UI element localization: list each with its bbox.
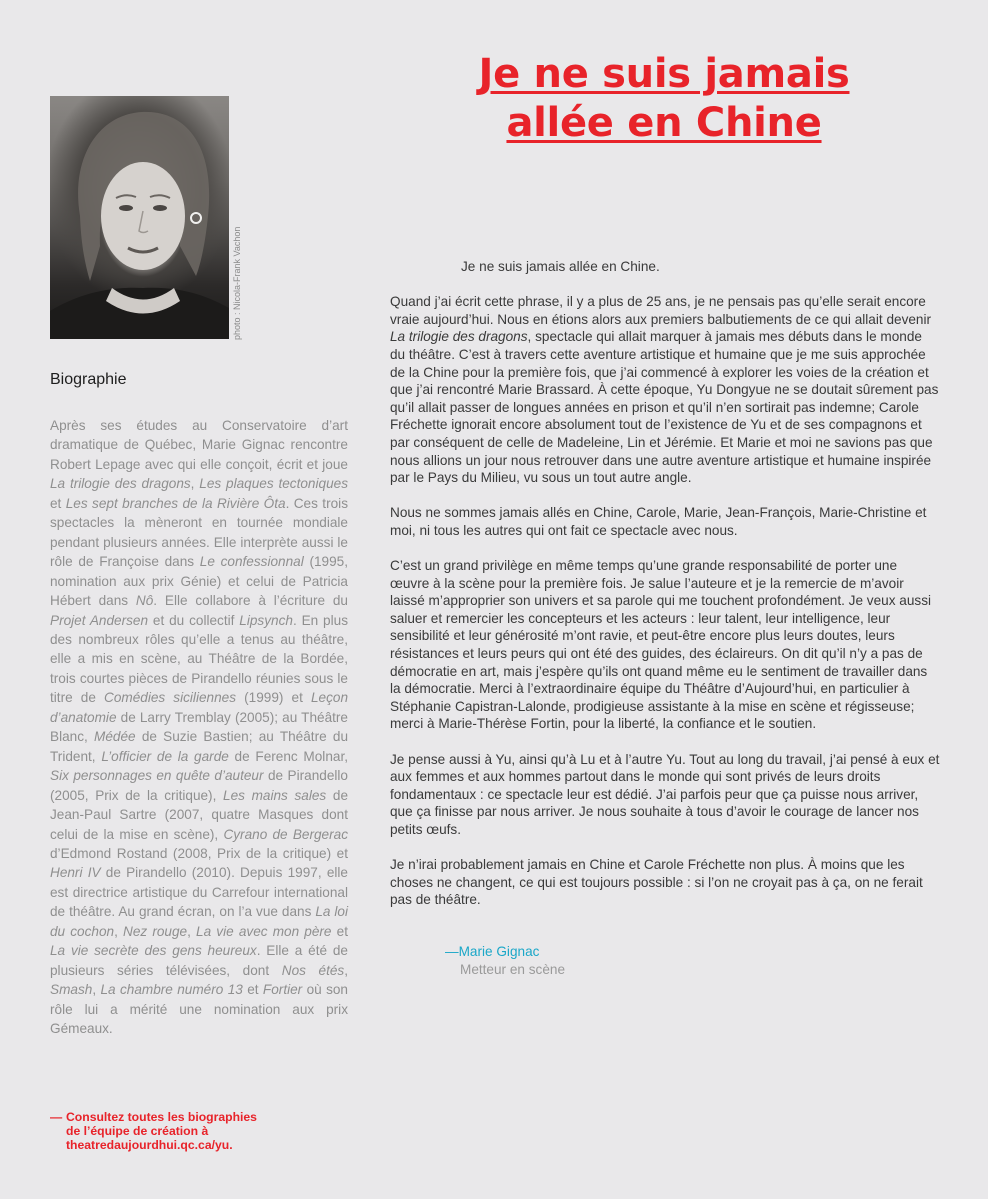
text-run: , <box>190 476 200 492</box>
italic-title: Les mains sales <box>223 787 327 803</box>
text-run: Je pense aussi à Yu, ainsi qu’à Lu et à l’autre Yu. Tout au long du travail, j’ai pensé à eux et aux femmes et aux hommes partout dans le monde qui sont privés de leurs droits fondamentaux : ce spectacle leur est dédié. J’ai parfois peur que ça puisse nous arriver, que ça finisse par nous arriver. Je nous souhaite à tous d’avoir le courage de lancer nos petits œufs. <box>390 751 940 837</box>
text-run: Après ses études au Conservatoire d’art dramatique de Québec, Marie Gignac rencontre Robert Lepage avec qui elle conçoit, écrit et joue <box>50 418 348 472</box>
italic-title: Les plaques tectoniques <box>199 476 348 492</box>
italic-title: La trilogie des dragons <box>50 476 191 492</box>
text-run: , spectacle qui allait marquer à jamais mes débuts dans le monde du théâtre. C’est à travers cette aventure artistique et humaine que je me suis approchée de la Chine pour la première fois, que j’ai commencé à explorer les voies de la création et que j’ai rencontré Marie Brassard. À cette époque, Yu Dongyue ne se doutait sûrement pas qu’il allait passer de longues années en prison et qu’il n’en sortirait pas indemne; Carole Fréchette ignorait encore absolument tout de l’existence de Yu et de ses compagnons et par conséquent de celle de Madeleine, Lin et Jérémie. Et Marie et moi ne savions pas que nous allions un jour nous retrouver dans une autre aventure artistique et humaine inspirée par le Pays du Milieu, vu sous un tout autre angle. <box>390 329 939 486</box>
italic-title: Lipsynch <box>239 612 293 628</box>
text-run: de Suzie Bastien; au Théâtre du Trident, <box>50 729 349 764</box>
title-line-1: Je ne suis jamais <box>478 51 850 97</box>
text-run: et <box>50 495 66 511</box>
italic-title: Nez rouge <box>123 923 188 939</box>
italic-title: Médée <box>94 729 136 745</box>
italic-title: Comédies siciliennes <box>104 690 237 706</box>
signature-role: Metteur en scène <box>460 962 566 977</box>
text-run: et <box>331 923 348 939</box>
text-run: (1999) et <box>236 690 311 706</box>
intro-line: Je ne suis jamais allée en Chine. <box>461 259 660 274</box>
text-run: où son rôle lui a mérité une nomination aux prix Gémeaux. <box>50 982 348 1037</box>
italic-title: Nos étés <box>281 962 345 978</box>
portrait-illustration <box>50 96 229 339</box>
italic-title: Leçon d’anatomie <box>50 690 349 725</box>
page-title <box>390 50 938 148</box>
italic-title: Smash <box>50 982 93 998</box>
body-paragraph <box>390 293 940 487</box>
link-note-line-2: de l’équipe de création à <box>66 1124 209 1138</box>
italic-title: Nô <box>135 593 154 609</box>
author-portrait <box>50 96 229 339</box>
text-run: d’Edmond Rostand (2008, Prix de la critique) et <box>50 845 348 861</box>
italic-title: La chambre numéro 13 <box>100 982 243 998</box>
text-run: de Ferenc Molnar, <box>228 748 349 764</box>
text-run: et du collectif <box>148 612 240 628</box>
signature <box>445 943 565 979</box>
text-run: , <box>114 923 124 939</box>
body-paragraph <box>390 504 940 539</box>
text-run: Je n’irai probablement jamais en Chine et Carole Fréchette non plus. À moins que les choses ne changent, ce qui est toujours possible : si l’on ne croyait pas à ça, on ne ferait pas de théâtre. <box>390 857 923 908</box>
italic-title: La vie avec mon père <box>196 923 332 939</box>
text-run: et <box>242 982 263 998</box>
italic-title: Cyrano de Bergerac <box>223 826 348 842</box>
italic-title: Six personnages en quête d’auteur <box>50 768 264 784</box>
text-run: , <box>92 982 101 998</box>
text-run: , <box>344 962 348 978</box>
italic-title: Projet Andersen <box>50 612 149 628</box>
body-paragraph <box>390 557 940 733</box>
signature-name: —Marie Gignac <box>445 944 540 959</box>
link-dash: — <box>50 1110 63 1124</box>
text-run: de Jean-Paul Sartre (2007, quatre Masques dont celui de la mise en scène), <box>50 787 349 842</box>
biography-heading: Biographie <box>50 371 127 388</box>
text-run: . Elle collabore à l’écriture du <box>153 593 348 609</box>
text-run: de Pirandello (2005, Prix de la critique), <box>50 768 348 803</box>
italic-title: La vie secrète des gens heureux <box>50 943 257 959</box>
link-note-line-1: Consultez toutes les biographies <box>66 1110 257 1124</box>
text-run: . Elle a été de plusieurs séries télévisées, dont <box>50 943 348 978</box>
italic-title: Fortier <box>262 982 303 998</box>
text-run: de Larry Tremblay (2005); au Théâtre Blanc, <box>50 709 348 745</box>
italic-title: La trilogie des dragons <box>390 329 528 345</box>
text-run: (1995, nomination aux prix Génie) et celui de Patricia Hébert dans <box>50 554 349 609</box>
website-link[interactable]: theatredaujourdhui.qc.ca/yu. <box>66 1138 233 1152</box>
text-run: de Pirandello (2010). Depuis 1997, elle est directrice artistique du Carrefour international de théâtre. Au grand écran, on l’a vue dans <box>50 865 348 920</box>
italic-title: L’officier de la garde <box>101 748 229 764</box>
body-paragraph <box>390 856 940 909</box>
text-run: Quand j’ai écrit cette phrase, il y a plus de 25 ans, je ne pensais pas qu’elle serait encore vraie aujourd’hui. Nous en étions alors aux premiers balbutiements de ce qui allait devenir <box>390 294 932 327</box>
text-run: . Ces trois spectacles la mèneront en tournée mondiale pendant plusieurs années. Elle interprète aussi le rôle de Françoise dans <box>50 495 348 570</box>
main-text <box>390 258 940 927</box>
text-run: , <box>187 923 197 939</box>
italic-title: La loi du cochon <box>50 904 348 939</box>
text-run: Nous ne sommes jamais allés en Chine, Carole, Marie, Jean-François, Marie-Christine et moi, ni tous les autres qui ont fait ce spectacle avec nous. <box>390 505 927 538</box>
biography-text <box>50 416 348 1039</box>
italic-title: Le confessionnal <box>199 554 304 570</box>
title-line-2: allée en Chine <box>506 100 822 146</box>
text-run: . En plus des nombreux rôles qu’elle a tenus au théâtre, elle a mis en scène, au Théâtre de la Bordée, trois courtes pièces de Pirandello réunies sous le titre de <box>50 612 348 706</box>
biographies-link-note <box>50 1110 310 1152</box>
body-paragraph <box>390 751 940 839</box>
italic-title: Henri IV <box>50 865 101 881</box>
italic-title: Les sept branches de la Rivière Ôta <box>65 495 286 511</box>
photo-credit: photo : Nicola-Frank Vachon <box>232 226 242 340</box>
text-run: C’est un grand privilège en même temps qu’une grande responsabilité de porter une œuvre à la scène pour la première fois. Je salue l’auteure et je la remercie de m’avoir laissé m’approprier son univers et sa parole qui me touchent profondément. Je veux aussi saluer et remercier les concepteurs et les acteurs : leur talent, leur intelligence, leur sensibilité et leur générosité m’ont ravie, et peut-être encore plus leurs doutes, leurs résistances et leurs peurs qui ont été des guides, des éclaireurs. On dit qu’il n’y a pas de démocratie en art, mais j’espère qu’ils ont quand même eu le sentiment de travailler dans la démocratie. Merci à l’extraordinaire équipe du Théâtre d’Aujourd’hui, en particulier à Stéphanie Capistran-Lalonde, prodigieuse assistante à la mise en scène et régisseuse; merci à Marie-Thérèse Fortin, pour la liberté, la confiance et le soutien. <box>390 558 932 732</box>
